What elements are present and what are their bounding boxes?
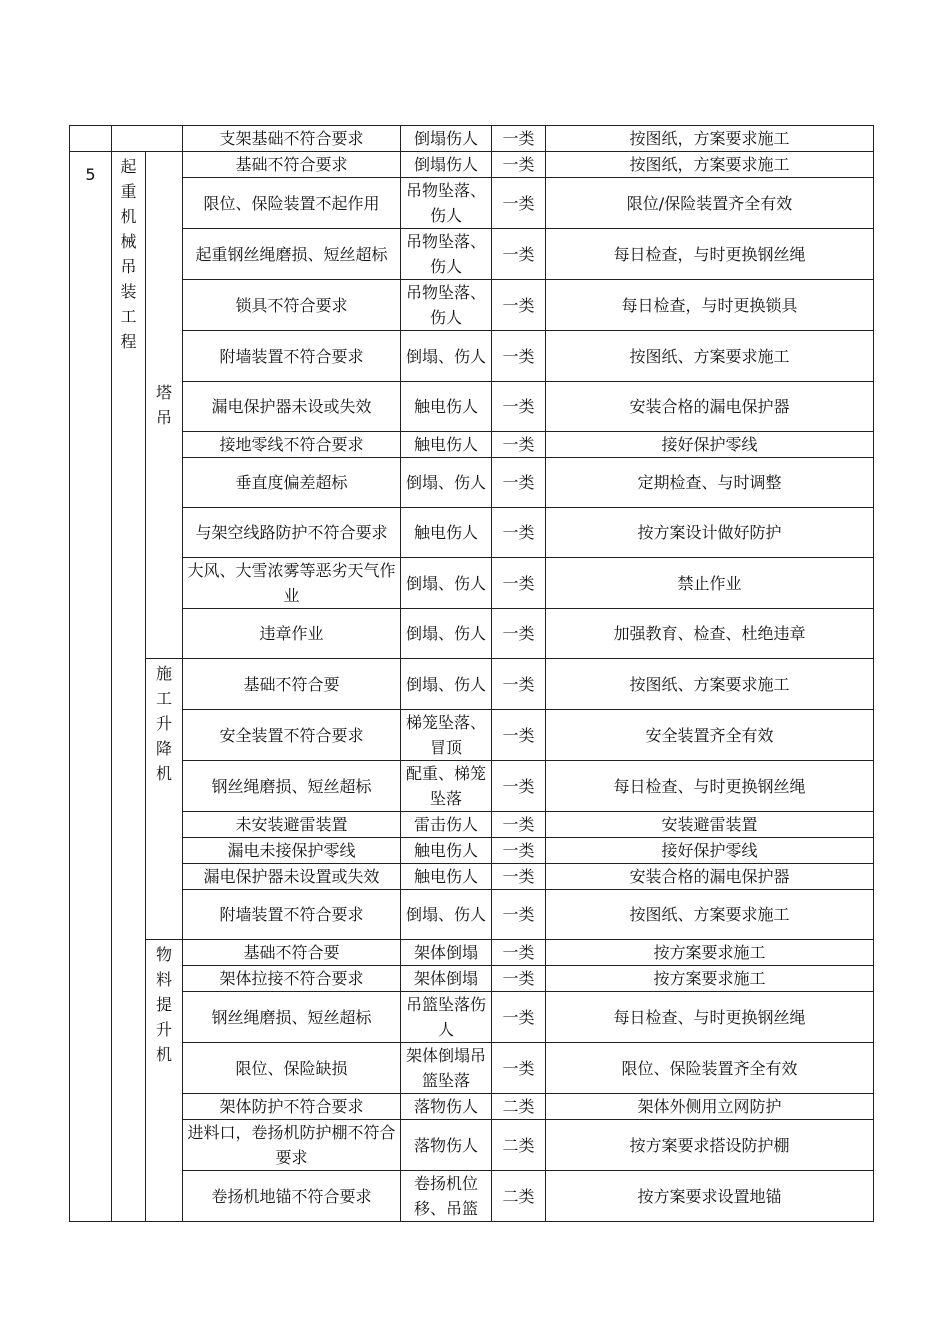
measure-cell: 限位、保险装置齐全有效 [546,1043,874,1094]
measure-cell: 按方案要求施工 [546,966,874,992]
accident-cell: 倒塌伤人 [401,152,492,178]
level-cell: 一类 [492,940,546,966]
measure-cell: 按图纸、方案要求施工 [546,331,874,382]
measure-cell: 加强教育、检查、杜绝违章 [546,609,874,659]
table-row [70,1120,874,1171]
accident-cell: 吊物坠落、伤人 [401,178,492,229]
accident-cell: 架体倒塌 [401,966,492,992]
measure-cell: 安装避雷装置 [546,812,874,838]
accident-cell: 触电伤人 [401,838,492,864]
hazard-cell: 大风、大雪浓雾等恶劣天气作业 [183,558,401,609]
accident-cell: 倒塌、伤人 [401,458,492,508]
accident-cell: 梯笼坠落、冒顶 [401,710,492,761]
measure-cell: 按图纸，方案要求施工 [546,152,874,178]
measure-cell: 禁止作业 [546,558,874,609]
table-row [70,659,874,710]
measure-cell: 安装合格的漏电保护器 [546,864,874,890]
hazard-cell: 基础不符合要 [183,659,401,710]
accident-cell: 触电伤人 [401,864,492,890]
accident-cell: 卷扬机位移、吊篮 [401,1171,492,1222]
level-cell: 二类 [492,1120,546,1171]
device-cell [146,940,183,1222]
measure-cell: 每日检查，与时更换锁具 [546,280,874,331]
level-cell: 二类 [492,1171,546,1222]
hazard-cell: 架体防护不符合要求 [183,1094,401,1120]
accident-cell: 倒塌、伤人 [401,558,492,609]
table-row [70,331,874,382]
level-cell: 一类 [492,152,546,178]
table-row [70,432,874,458]
table-row [70,864,874,890]
table-row [70,558,874,609]
device-cell [146,659,183,940]
level-cell: 一类 [492,864,546,890]
measure-cell: 接好保护零线 [546,432,874,458]
hazard-cell: 基础不符合要求 [183,152,401,178]
accident-cell: 吊物坠落、伤人 [401,229,492,280]
accident-cell: 落物伤人 [401,1120,492,1171]
hazard-cell: 与架空线路防护不符合要求 [183,508,401,558]
section-number: 5 [70,152,112,1222]
table-row [70,229,874,280]
level-cell: 一类 [492,382,546,432]
table-row [70,1171,874,1222]
level-cell: 二类 [492,1094,546,1120]
level-cell: 一类 [492,710,546,761]
hazard-cell: 锁具不符合要求 [183,280,401,331]
hazard-cell: 附墙装置不符合要求 [183,890,401,940]
hazard-cell: 接地零线不符合要求 [183,432,401,458]
hazard-cell: 钢丝绳磨损、短丝超标 [183,992,401,1043]
table-row [70,609,874,659]
accident-cell: 倒塌、伤人 [401,609,492,659]
accident-cell: 架体倒塌吊篮坠落 [401,1043,492,1094]
measure-cell: 按方案设计做好防护 [546,508,874,558]
device-name: 塔吊 [155,383,172,427]
level-cell: 一类 [492,558,546,609]
table-row [70,458,874,508]
level-cell: 一类 [492,992,546,1043]
level-cell: 一类 [492,432,546,458]
table-row [70,838,874,864]
hazard-cell: 安全装置不符合要求 [183,710,401,761]
level-cell: 一类 [492,609,546,659]
risk-table [69,125,874,1222]
level-cell: 一类 [492,966,546,992]
level-cell: 一类 [492,890,546,940]
table-row [70,508,874,558]
accident-cell: 倒塌、伤人 [401,331,492,382]
level-cell: 一类 [492,761,546,812]
table-row [70,890,874,940]
table-row [70,126,874,152]
hazard-cell: 漏电未接保护零线 [183,838,401,864]
accident-cell: 倒塌、伤人 [401,890,492,940]
project-name: 起重机械吊装工程 [120,157,137,351]
hazard-cell: 卷扬机地锚不符合要求 [183,1171,401,1222]
measure-cell: 每日检查、与时更换钢丝绳 [546,761,874,812]
accident-cell: 触电伤人 [401,432,492,458]
accident-cell: 配重、梯笼坠落 [401,761,492,812]
accident-cell: 吊物坠落、伤人 [401,280,492,331]
hazard-cell: 限位、保险缺损 [183,1043,401,1094]
measure-cell: 接好保护零线 [546,838,874,864]
measure-cell: 按图纸，方案要求施工 [546,126,874,152]
measure-cell: 架体外侧用立网防护 [546,1094,874,1120]
level-cell: 一类 [492,458,546,508]
hazard-cell: 未安装避雷装置 [183,812,401,838]
level-cell: 一类 [492,812,546,838]
device-name: 物料提升机 [155,945,172,1064]
measure-cell: 安装合格的漏电保护器 [546,382,874,432]
table-row [70,280,874,331]
table-row [70,382,874,432]
accident-cell: 触电伤人 [401,508,492,558]
hazard-cell: 支架基础不符合要求 [183,126,401,152]
measure-cell: 定期检查、与时调整 [546,458,874,508]
table-row [70,152,874,178]
level-cell: 一类 [492,659,546,710]
measure-cell: 按图纸、方案要求施工 [546,659,874,710]
measure-cell: 每日检查，与时更换钢丝绳 [546,229,874,280]
level-cell: 一类 [492,331,546,382]
hazard-cell: 进料口，卷扬机防护棚不符合要求 [183,1120,401,1171]
measure-cell: 按方案要求搭设防护棚 [546,1120,874,1171]
accident-cell: 雷击伤人 [401,812,492,838]
accident-cell: 触电伤人 [401,382,492,432]
hazard-cell: 限位、保险装置不起作用 [183,178,401,229]
project-name-cell [112,152,146,1222]
number-cell-empty [70,126,112,152]
level-cell: 一类 [492,178,546,229]
hazard-cell: 违章作业 [183,609,401,659]
measure-cell: 每日检查、与时更换钢丝绳 [546,992,874,1043]
project-cell-empty [112,126,183,152]
hazard-cell: 垂直度偏差超标 [183,458,401,508]
table-row [70,940,874,966]
measure-cell: 安全装置齐全有效 [546,710,874,761]
table-row [70,1043,874,1094]
accident-cell: 倒塌伤人 [401,126,492,152]
device-name: 施工升降机 [155,664,172,783]
level-cell: 一类 [492,229,546,280]
accident-cell: 倒塌、伤人 [401,659,492,710]
hazard-cell: 架体拉接不符合要求 [183,966,401,992]
level-cell: 一类 [492,126,546,152]
hazard-cell: 基础不符合要 [183,940,401,966]
level-cell: 一类 [492,508,546,558]
table-row [70,710,874,761]
risk-table-body [70,126,874,1222]
level-cell: 一类 [492,280,546,331]
accident-cell: 落物伤人 [401,1094,492,1120]
accident-cell: 吊篮坠落伤人 [401,992,492,1043]
measure-cell: 按方案要求设置地锚 [546,1171,874,1222]
hazard-cell: 漏电保护器未设或失效 [183,382,401,432]
table-row [70,992,874,1043]
table-row [70,761,874,812]
hazard-cell: 起重钢丝绳磨损、短丝超标 [183,229,401,280]
hazard-cell: 附墙装置不符合要求 [183,331,401,382]
level-cell: 一类 [492,838,546,864]
table-row [70,812,874,838]
hazard-cell: 漏电保护器未设置或失效 [183,864,401,890]
measure-cell: 按方案要求施工 [546,940,874,966]
level-cell: 一类 [492,1043,546,1094]
table-row [70,178,874,229]
measure-cell: 限位/保险装置齐全有效 [546,178,874,229]
device-cell [146,152,183,659]
measure-cell: 按图纸、方案要求施工 [546,890,874,940]
accident-cell: 架体倒塌 [401,940,492,966]
table-row [70,966,874,992]
hazard-cell: 钢丝绳磨损、短丝超标 [183,761,401,812]
table-row [70,1094,874,1120]
